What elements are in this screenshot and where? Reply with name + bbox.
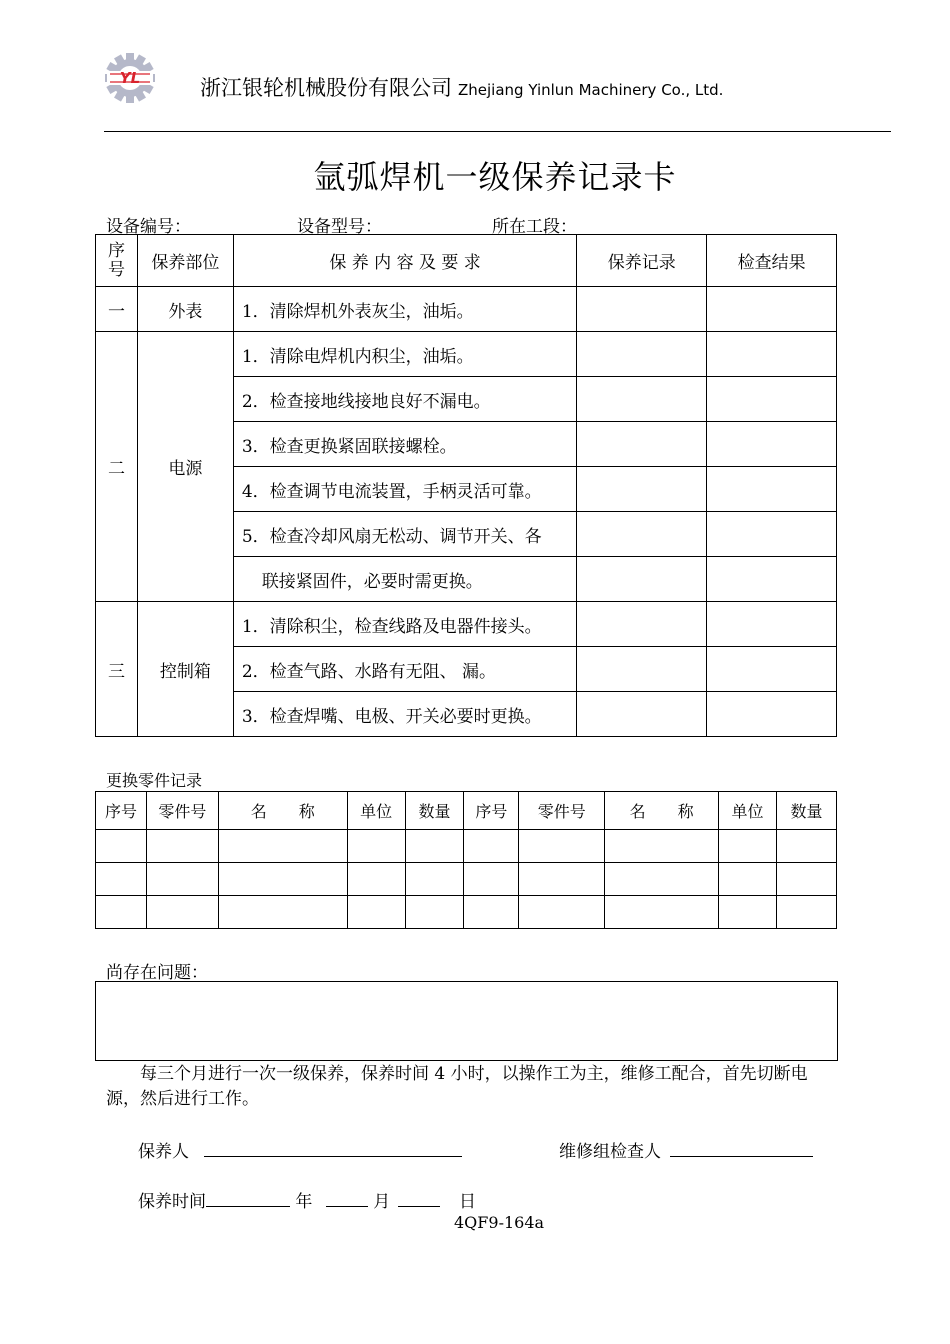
record-cell[interactable] bbox=[577, 287, 707, 332]
item-text: 2．检查接地线接地良好不漏电。 bbox=[233, 377, 577, 422]
maintainer-line[interactable] bbox=[204, 1138, 462, 1157]
day-line[interactable] bbox=[398, 1188, 440, 1207]
table-row bbox=[96, 287, 837, 332]
parts-cell[interactable] bbox=[519, 896, 605, 929]
parts-cell[interactable] bbox=[519, 830, 605, 863]
parts-cell[interactable] bbox=[218, 863, 347, 896]
parts-cell[interactable] bbox=[146, 896, 218, 929]
parts-cell[interactable] bbox=[777, 830, 837, 863]
parts-cell[interactable] bbox=[719, 863, 777, 896]
parts-cell[interactable] bbox=[218, 830, 347, 863]
section-label: 所在工段： bbox=[492, 217, 577, 237]
record-cell[interactable] bbox=[577, 647, 707, 692]
parts-cell[interactable] bbox=[605, 896, 719, 929]
parts-cell[interactable] bbox=[519, 863, 605, 896]
item-text: 联接紧固件，必要时需更换。 bbox=[233, 557, 577, 602]
item-text: 2．检查气路、水路有无阻、 漏。 bbox=[233, 647, 577, 692]
parts-cell[interactable] bbox=[405, 863, 464, 896]
record-cell[interactable] bbox=[577, 512, 707, 557]
record-cell[interactable] bbox=[577, 377, 707, 422]
result-cell[interactable] bbox=[707, 377, 837, 422]
parts-header-row bbox=[96, 792, 837, 830]
table-row bbox=[96, 332, 837, 377]
group-no: 三 bbox=[96, 602, 138, 737]
header-no: 序号 bbox=[96, 235, 138, 287]
header-record: 保养记录 bbox=[577, 235, 707, 287]
parts-cell[interactable] bbox=[218, 896, 347, 929]
record-cell[interactable] bbox=[577, 557, 707, 602]
group-no: 一 bbox=[96, 287, 138, 332]
parts-record-label: 更换零件记录 bbox=[106, 771, 203, 790]
time-label: 保养时间 bbox=[138, 1192, 206, 1212]
parts-header-name: 名 称 bbox=[218, 792, 347, 830]
company-name-cn: 浙江银轮机械股份有限公司 bbox=[200, 76, 452, 100]
parts-cell[interactable] bbox=[605, 830, 719, 863]
parts-cell[interactable] bbox=[96, 863, 147, 896]
result-cell[interactable] bbox=[707, 512, 837, 557]
item-text: 1．清除电焊机内积尘，油垢。 bbox=[233, 332, 577, 377]
parts-cell[interactable] bbox=[96, 896, 147, 929]
inspector-line[interactable] bbox=[670, 1138, 813, 1157]
parts-cell[interactable] bbox=[719, 896, 777, 929]
item-text: 3．检查焊嘴、电极、开关必要时更换。 bbox=[233, 692, 577, 737]
parts-header-unit-2: 单位 bbox=[719, 792, 777, 830]
parts-cell[interactable] bbox=[347, 896, 405, 929]
parts-cell[interactable] bbox=[605, 863, 719, 896]
day-label: 日 bbox=[459, 1192, 477, 1212]
table-header-row bbox=[96, 235, 837, 287]
month-label: 月 bbox=[373, 1192, 391, 1212]
logo-text: YL bbox=[119, 69, 141, 87]
maintenance-date bbox=[138, 1187, 476, 1212]
result-cell[interactable] bbox=[707, 332, 837, 377]
result-cell[interactable] bbox=[707, 467, 837, 512]
header-divider bbox=[104, 131, 891, 132]
parts-cell[interactable] bbox=[464, 830, 519, 863]
page-title: 氩弧焊机一级保养记录卡 bbox=[313, 158, 677, 196]
item-text: 5．检查冷却风扇无松动、调节开关、各 bbox=[233, 512, 577, 557]
gear-logo-icon bbox=[102, 50, 158, 106]
equipment-no-label: 设备编号： bbox=[106, 217, 191, 237]
group-part: 外表 bbox=[137, 287, 233, 332]
header-result: 检查结果 bbox=[707, 235, 837, 287]
maintainer-label: 保养人 bbox=[138, 1142, 189, 1162]
parts-header-name-2: 名 称 bbox=[605, 792, 719, 830]
month-line[interactable] bbox=[326, 1188, 368, 1207]
equipment-model-label: 设备型号： bbox=[297, 217, 382, 237]
group-part: 控制箱 bbox=[137, 602, 233, 737]
header-part: 保养部位 bbox=[137, 235, 233, 287]
year-label: 年 bbox=[295, 1192, 313, 1212]
parts-cell[interactable] bbox=[405, 830, 464, 863]
record-cell[interactable] bbox=[577, 422, 707, 467]
result-cell[interactable] bbox=[707, 692, 837, 737]
record-cell[interactable] bbox=[577, 692, 707, 737]
inspector-label: 维修组检查人 bbox=[559, 1142, 661, 1162]
parts-header-no: 序号 bbox=[96, 792, 147, 830]
company-logo bbox=[102, 50, 158, 106]
result-cell[interactable] bbox=[707, 422, 837, 467]
parts-cell[interactable] bbox=[405, 896, 464, 929]
issues-label: 尚存在问题： bbox=[106, 963, 208, 983]
parts-row bbox=[96, 830, 837, 863]
item-text: 1．清除积尘，检查线路及电器件接头。 bbox=[233, 602, 577, 647]
parts-header-part-no: 零件号 bbox=[146, 792, 218, 830]
parts-cell[interactable] bbox=[146, 863, 218, 896]
item-text: 4．检查调节电流装置，手柄灵活可靠。 bbox=[233, 467, 577, 512]
company-name bbox=[200, 72, 723, 102]
result-cell[interactable] bbox=[707, 602, 837, 647]
result-cell[interactable] bbox=[707, 647, 837, 692]
item-text: 1．清除焊机外表灰尘，油垢。 bbox=[233, 287, 577, 332]
result-cell[interactable] bbox=[707, 287, 837, 332]
document-code: 4QF9-164a bbox=[454, 1213, 545, 1232]
result-cell[interactable] bbox=[707, 557, 837, 602]
maintenance-table bbox=[95, 234, 837, 737]
parts-cell[interactable] bbox=[464, 896, 519, 929]
parts-cell[interactable] bbox=[347, 830, 405, 863]
header-content: 保 养 内 容 及 要 求 bbox=[233, 235, 577, 287]
record-cell[interactable] bbox=[577, 602, 707, 647]
group-part: 电源 bbox=[137, 332, 233, 602]
parts-cell[interactable] bbox=[777, 896, 837, 929]
parts-cell[interactable] bbox=[719, 830, 777, 863]
inspector-signature bbox=[559, 1137, 813, 1162]
maintenance-note: 每三个月进行一次一级保养，保养时间 4 小时，以操作工为主，维修工配合，首先切断电源，然后进行工作。 bbox=[106, 1064, 808, 1109]
parts-header-qty: 数量 bbox=[405, 792, 464, 830]
record-cell[interactable] bbox=[577, 467, 707, 512]
parts-cell[interactable] bbox=[777, 863, 837, 896]
maintainer-signature bbox=[138, 1137, 462, 1162]
parts-header-no-2: 序号 bbox=[464, 792, 519, 830]
issues-input-box[interactable] bbox=[95, 981, 838, 1061]
parts-header-qty-2: 数量 bbox=[777, 792, 837, 830]
parts-row bbox=[96, 863, 837, 896]
parts-cell[interactable] bbox=[96, 830, 147, 863]
parts-row bbox=[96, 896, 837, 929]
parts-cell[interactable] bbox=[146, 830, 218, 863]
parts-cell[interactable] bbox=[347, 863, 405, 896]
parts-header-unit: 单位 bbox=[347, 792, 405, 830]
company-name-en: Zhejiang Yinlun Machinery Co., Ltd. bbox=[458, 81, 724, 99]
table-row bbox=[96, 602, 837, 647]
parts-header-part-no-2: 零件号 bbox=[519, 792, 605, 830]
item-text: 3．检查更换紧固联接螺栓。 bbox=[233, 422, 577, 467]
record-cell[interactable] bbox=[577, 332, 707, 377]
group-no: 二 bbox=[96, 332, 138, 602]
parts-cell[interactable] bbox=[464, 863, 519, 896]
year-line[interactable] bbox=[206, 1188, 290, 1207]
parts-table bbox=[95, 791, 837, 929]
